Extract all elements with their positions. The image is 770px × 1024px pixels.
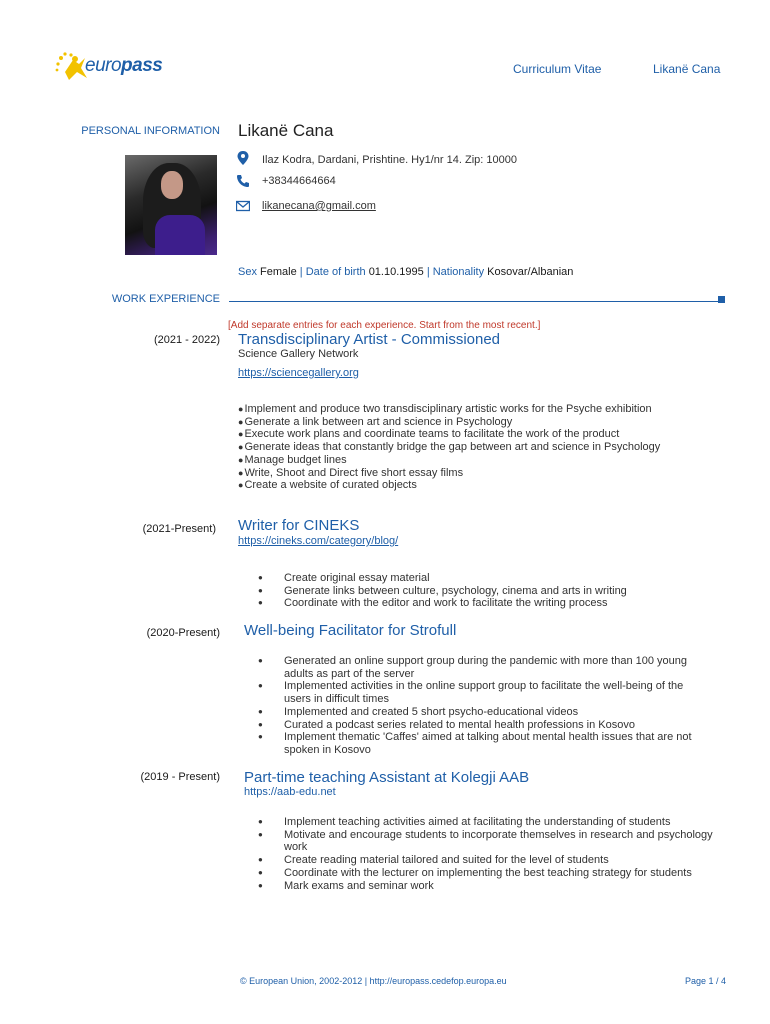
person-name: Likanë Cana	[238, 121, 334, 140]
list-item: ● Coordinate with the lecturer on implementing the best teaching strategy for students	[238, 867, 718, 880]
entry-bullet-list	[238, 816, 718, 892]
list-item: ● Implemented and created 5 short psycho-educational videos	[238, 706, 708, 719]
list-item: ● Create reading material tailored and suited for the level of students	[238, 854, 718, 867]
list-item: ● Create a website of curated objects	[238, 479, 660, 492]
list-item: ● Implement teaching activities aimed at facilitating the understanding of students	[238, 816, 718, 829]
list-item: ● Generate ideas that constantly bridge the gap between art and science in Psychology	[238, 441, 660, 454]
entry-title: Well-being Facilitator for Strofull	[244, 622, 457, 639]
entry-bullet-list	[238, 655, 708, 757]
section-divider-end	[718, 296, 725, 303]
entry-title: Transdisciplinary Artist - Commissioned	[238, 331, 501, 348]
dob-value: 01.10.1995	[368, 266, 424, 278]
entry-title: Writer for CINEKS	[238, 517, 360, 534]
list-item: ● Coordinate with the editor and work to facilitate the writing process	[238, 597, 708, 610]
entry-link[interactable]: https://cineks.com/category/blog/	[238, 535, 399, 547]
entry-link[interactable]: https://aab-edu.net	[244, 786, 336, 798]
list-item: ● Create original essay material	[238, 572, 708, 585]
list-item: ● Generate links between culture, psychology, cinema and arts in writing	[238, 585, 708, 598]
location-icon	[236, 151, 250, 170]
entry-link[interactable]: https://sciencegallery.org	[238, 367, 359, 379]
list-item: ● Manage budget lines	[238, 454, 660, 467]
section-divider	[229, 301, 719, 302]
profile-photo	[125, 155, 217, 255]
entry-date: (2021-Present)	[142, 523, 216, 535]
nationality-value: Kosovar/Albanian	[487, 266, 574, 278]
list-item: ● Implement thematic 'Caffes' aimed at talking about mental health issues that are not spoken in Kosovo	[238, 731, 708, 756]
list-item: ● Generated an online support group during the pandemic with more than 100 young adults as part of the server	[238, 655, 708, 680]
phone-icon	[236, 174, 250, 193]
separator: |	[299, 266, 303, 278]
nationality-label: Nationality	[432, 266, 485, 278]
phone-text: +38344664664	[262, 175, 336, 187]
entry-bullet-list	[238, 403, 660, 492]
address-text: Ilaz Kodra, Dardani, Prishtine. Hy1/nr 14. Zip: 10000	[262, 154, 517, 166]
dob-label: Date of birth	[305, 266, 366, 278]
list-item: ● Mark exams and seminar work	[238, 880, 718, 893]
entry-bullet-list-wrap	[238, 816, 718, 892]
entry-title: Part-time teaching Assistant at Kolegji AAB	[244, 769, 530, 786]
page-number: Page 1 / 4	[685, 976, 727, 986]
entry-bullet-list-wrap	[238, 655, 708, 757]
personal-meta	[238, 266, 573, 278]
footer-copyright: © European Union, 2002-2012 | http://europass.cedefop.europa.eu	[240, 976, 507, 986]
entry-date: (2019 - Present)	[140, 771, 220, 783]
entry-date: (2020-Present)	[146, 627, 220, 639]
list-item: ● Motivate and encourage students to incorporate themselves in research and psychology work	[238, 829, 718, 854]
email-icon	[236, 199, 250, 218]
list-item: ● Generate a link between art and science in Psychology	[238, 416, 660, 429]
header-title: Curriculum Vitae	[513, 62, 602, 76]
entry-bullet-list	[238, 572, 708, 610]
entry-organization: Science Gallery Network	[238, 348, 359, 360]
sex-value: Female	[260, 266, 297, 278]
list-item: ● Curated a podcast series related to mental health professions in Kosovo	[238, 719, 708, 732]
entry-date: (2021 - 2022)	[153, 334, 220, 346]
europass-star-figure-icon	[55, 52, 89, 82]
sex-label: Sex	[238, 266, 257, 278]
personal-info-label: PERSONAL INFORMATION	[81, 125, 220, 137]
list-item: ● Implement and produce two transdisciplinary artistic works for the Psyche exhibition	[238, 403, 660, 416]
work-experience-label: WORK EXPERIENCE	[111, 293, 220, 305]
list-item: ● Execute work plans and coordinate teams to facilitate the work of the product	[238, 428, 660, 441]
instruction-note: [Add separate entries for each experience. Start from the most recent.]	[228, 320, 541, 331]
list-item: ● Implemented activities in the online support group to facilitate the well-being of the users in difficult times	[238, 680, 708, 705]
header-name: Likanë Cana	[653, 62, 721, 76]
europass-logo	[55, 52, 165, 82]
separator: |	[426, 266, 430, 278]
list-item: ● Write, Shoot and Direct five short essay films	[238, 467, 660, 480]
email-link[interactable]: likanecana@gmail.com	[262, 200, 376, 212]
logo-wordmark: europass	[85, 55, 163, 76]
